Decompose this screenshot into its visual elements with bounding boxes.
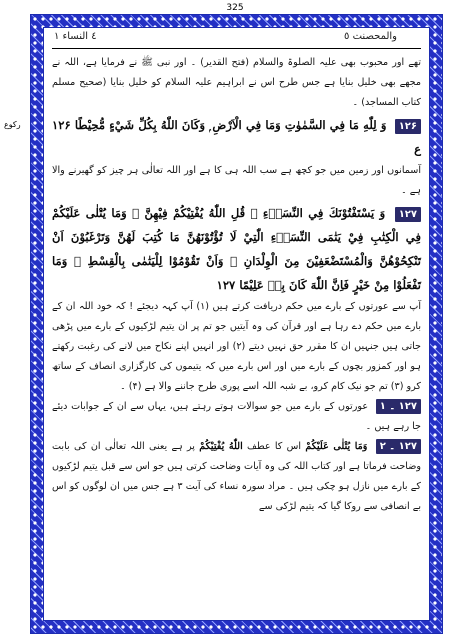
juz-header: والمحصنت ٥ [344,31,397,42]
inline-arabic-quote: اللّٰهُ يُفْتِيْكُمْ [199,441,243,452]
page-body [44,49,429,517]
arabic-verse-text: وَ لِلّٰهِ مَا فِي السَّمٰوٰتِ وَمَا فِي الْاَرْضِ ۭ وَكَانَ اللّٰهُ بِكُلِّ شَيْءٍ مُّحِيْطًا ۱۲۶ ع [52,118,421,156]
verse-number-badge: ۱۲۶ [395,119,421,134]
ayah-127 [52,201,421,297]
page-header [52,28,421,49]
footnote-text: عورتوں کے بارے میں جو سوالات ہوتے رہتے ہیں، یہاں سے ان کے جوابات دیئے جا رہے ہیں ۔ [52,401,421,432]
footnote-paragraph [52,397,421,437]
ayah-126 [52,113,421,161]
translation-paragraph: آسمانوں اور زمین میں جو کچھ ہے سب اللہ ہی کا ہے اور اللہ تعالٰی ہر چیز کو گھیرنے والا ہے ۔ [52,165,421,196]
surah-header: ٤ النساء ۱ [54,31,97,42]
page-content-area [43,27,430,621]
ruku-margin-note: ركوع [4,120,21,129]
footnote-text: پر ہے یعنی اللہ تعالٰی ان کی بابت وضاحت فرماتا ہے اور کتاب اللہ کی وہ آیات وضاحت کرتی ہیں جو اس سے قبل یتیم لڑکیوں کے بارے میں نازل ہو چکی ہیں ۔ مراد سورہ نساء کی آیت ۳ ہے جس میں ان لوگوں کو اس بے انصافی سے روکا گیا کہ یتیم لڑکی سے [52,441,421,512]
inline-arabic-quote: وَمَا يُتْلٰى عَلَيْكُمْ [305,441,368,452]
ornamental-page-border [30,14,443,634]
page-number: 325 [226,3,244,13]
tafsir-paragraph: تھے اور محبوب بھی علیہ الصلوۃ والسلام (فتح القدیر) ۔ اور نبی ﷺ نے فرمایا ہے، اللہ نے مجھے بھی خلیل بنایا ہے جس طرح اس نے ابراہیم علیہ السلام کو خلیل بنایا (صحیح مسلم کتاب المساجد) ۔ [52,57,421,108]
footnote-text: اس کا عطف [247,441,302,452]
footnote-number-badge: ۱۲۷ ۔ ۲ [376,439,421,454]
translation-paragraph: آپ سے عورتوں کے بارے میں حکم دریافت کرتے ہیں (۱) آپ کہہ دیجئے ! کہ خود اللہ ان کے بارے میں حکم دے رہا ہے اور قرآن کی وہ آیتیں جو تم پر ان یتیم لڑکیوں کے بارے میں پڑھی جاتی ہیں جنہیں ان کا مقرر حق نہیں دیتے (۲) اور انہیں اپنے نکاح میں لانے کی رغبت رکھتے ہو اور کمزور بچوں کے بارے میں اور اس بارے میں کہ یتیموں کی کارگزاری انصاف کے ساتھ کرو (۳) تم جو نیک کام کرو، بے شبہ اللہ اسے پوری طرح جاننے والا ہے (۴) ۔ [52,301,421,392]
arabic-verse-text: وَ يَسْتَفْتُوْنَكَ فِي النِّسَاۗءِ ۭ قُلِ اللّٰهُ يُفْتِيْكُمْ فِيْهِنَّ ۙ وَمَا يُتْلٰى عَلَيْكُمْ فِي الْكِتٰبِ فِيْ يَتٰمَى النِّسَاۗءِ الّٰتِيْ لَا تُؤْتُوْنَهُنَّ مَا كُتِبَ لَهُنَّ وَتَرْغَبُوْنَ اَنْ تَنْكِحُوْهُنَّ وَالْمُسْتَضْعَفِيْنَ مِنَ الْوِلْدَانِ ۙ وَاَنْ تَقُوْمُوْا لِلْيَتٰمٰى بِالْقِسْطِ ۭ وَمَا تَفْعَلُوْا مِنْ خَيْرٍ فَاِنَّ اللّٰهَ كَانَ بِهٖ عَلِيْمًا ۱۲۷ [52,206,421,292]
footnote-number-badge: ۱۲۷ ۔ ۱ [376,399,421,414]
verse-number-badge: ۱۲۷ [395,207,421,222]
footnote-paragraph [52,437,421,517]
